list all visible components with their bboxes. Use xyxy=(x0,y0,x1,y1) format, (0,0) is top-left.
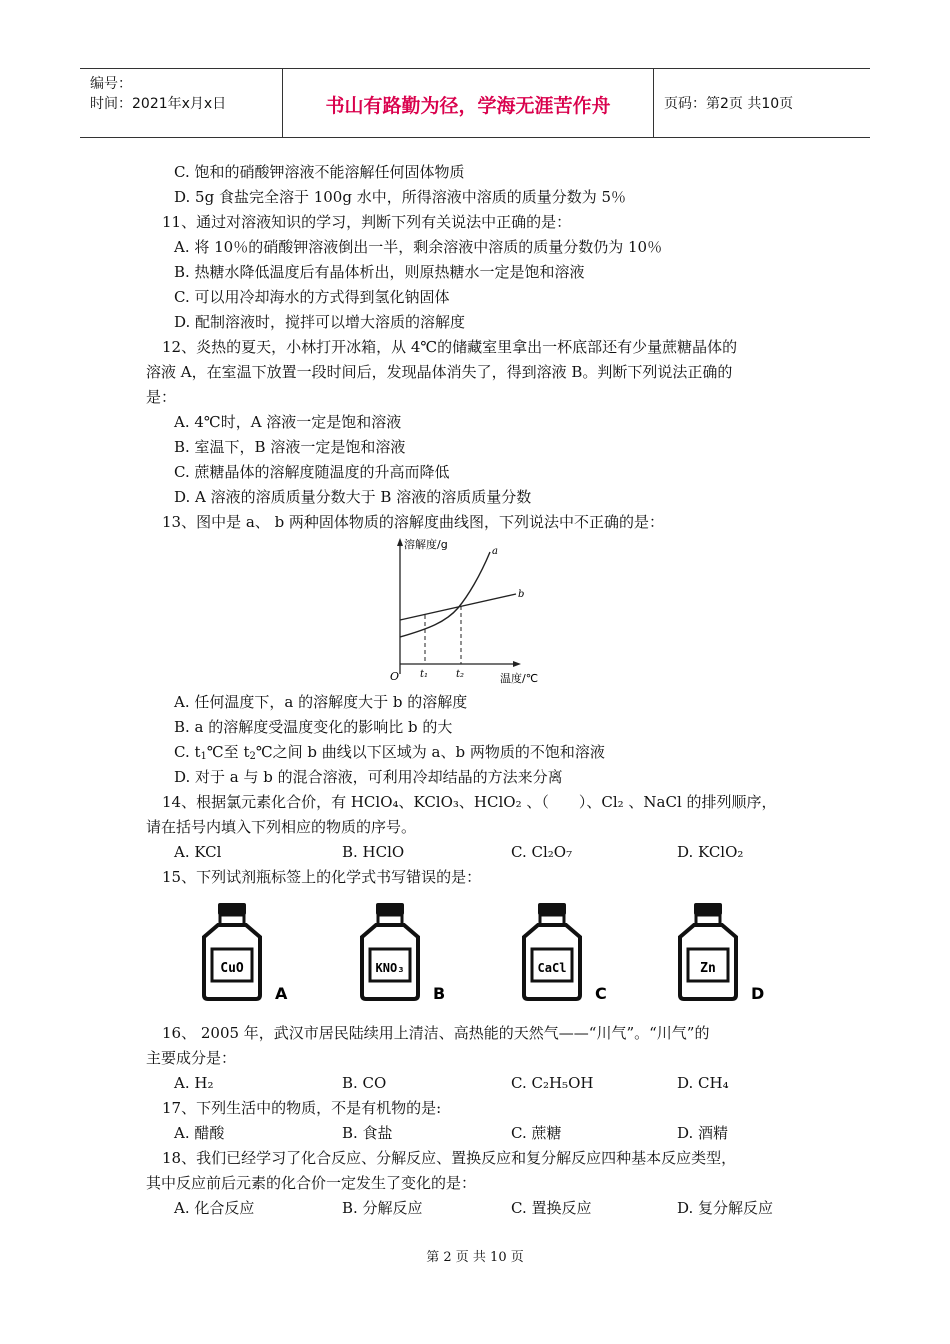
q14-option-c: C. Cl₂O₇ xyxy=(511,843,573,861)
q14-option-a: A. KCl xyxy=(174,843,222,861)
q14-stem-1: 14、根据氯元素化合价，有 HClO₄、KClO₃、HClO₂ 、（ ）、Cl₂ 、NaCl 的排列顺序， xyxy=(162,793,777,811)
q17-option-a: A. 醋酸 xyxy=(174,1124,225,1142)
header-meta xyxy=(80,69,280,137)
q10-option-d: D. 5g 食盐完全溶于 100g 水中，所得溶液中溶质的质量分数为 5％ xyxy=(174,188,627,206)
bottle-b-formula: KNO₃ xyxy=(375,961,405,975)
curve-a xyxy=(400,552,490,637)
t2-label: t₂ xyxy=(456,669,465,680)
bottle-b xyxy=(362,903,445,1003)
y-axis-label: 溶解度/g xyxy=(404,538,448,551)
curve-b-label: b xyxy=(518,589,525,600)
q13-option-a: A. 任何温度下，a 的溶解度大于 b 的溶解度 xyxy=(174,693,468,711)
x-axis-arrow xyxy=(513,661,521,667)
q17-stem: 17、下列生活中的物质，不是有机物的是: xyxy=(162,1099,442,1117)
q14-option-d: D. KClO₂ xyxy=(677,843,744,861)
q16-option-c: C. C₂H₅OH xyxy=(511,1074,594,1092)
q18-option-b: B. 分解反应 xyxy=(342,1199,423,1217)
header-motto-cell xyxy=(282,69,654,137)
q16-option-d: D. CH₄ xyxy=(677,1074,729,1092)
q12-option-c: C. 蔗糖晶体的溶解度随温度的升高而降低 xyxy=(174,463,450,481)
origin-label: O xyxy=(390,670,400,683)
q13-stem: 13、图中是 a、 b 两种固体物质的溶解度曲线图，下列说法中不正确的是： xyxy=(162,513,664,531)
x-axis-label: 温度/℃ xyxy=(500,672,539,685)
bottle-d-letter: D xyxy=(751,984,765,1003)
q12-option-a: A. 4℃时，A 溶液一定是饱和溶液 xyxy=(174,413,402,431)
q13-option-c: C. $t_1℃$至 $t_2℃$之间 b 曲线以下区域为 a、b 两物质的不饱和溶液 xyxy=(174,743,605,762)
motto: 书山有路勤为径，学海无涯苦作舟 xyxy=(325,95,611,117)
bottle-c xyxy=(524,903,607,1003)
t1-label: t₁ xyxy=(420,669,429,680)
q12-option-b: B. 室温下，B 溶液一定是饱和溶液 xyxy=(174,438,406,456)
curve-b xyxy=(400,594,516,620)
q18-stem-1: 18、我们已经学习了化合反应、分解反应、置换反应和复分解反应四种基本反应类型， xyxy=(162,1149,737,1167)
q15-stem: 15、下列试剂瓶标签上的化学式书写错误的是： xyxy=(162,868,482,886)
date-label: 时间：2021年x月x日 xyxy=(90,96,227,112)
bottle-c-letter: C xyxy=(595,984,607,1003)
q16-stem-2: 主要成分是： xyxy=(146,1049,237,1067)
q11-option-c: C. 可以用冷却海水的方式得到氢化钠固体 xyxy=(174,288,450,306)
q10-option-c: C. 饱和的硝酸钾溶液不能溶解任何固体物质 xyxy=(174,163,465,181)
q18-stem-2: 其中反应前后元素的化合价一定发生了变化的是： xyxy=(146,1174,477,1192)
q18-option-a: A. 化合反应 xyxy=(174,1199,255,1217)
q17-option-b: B. 食盐 xyxy=(342,1124,393,1142)
bottle-c-formula: CaCl xyxy=(537,961,567,975)
curve-a-label: a xyxy=(492,546,498,557)
bottle-b-letter: B xyxy=(433,984,446,1003)
q11-stem: 11、通过对溶液知识的学习，判断下列有关说法中正确的是： xyxy=(162,213,572,231)
q12-stem-3: 是： xyxy=(146,388,177,406)
bottle-d-formula: Zn xyxy=(700,961,716,976)
q18-option-c: C. 置换反应 xyxy=(511,1199,592,1217)
page-header xyxy=(80,68,870,138)
q12-stem-1: 12、炎热的夏天，小林打开冰箱，从 4℃的储藏室里拿出一杯底部还有少量蔗糖晶体的 xyxy=(162,338,738,356)
bottle-d xyxy=(680,903,764,1003)
q12-option-d: D. A 溶液的溶质质量分数大于 B 溶液的溶质质量分数 xyxy=(174,488,532,506)
q18-option-d: D. 复分解反应 xyxy=(677,1199,774,1217)
solubility-graph xyxy=(388,534,558,686)
q16-option-a: A. H₂ xyxy=(174,1074,214,1092)
bottle-a-letter: A xyxy=(275,984,288,1003)
q17-option-c: C. 蔗糖 xyxy=(511,1124,562,1142)
q14-stem-2: 请在括号内填入下列相应的物质的序号。 xyxy=(146,818,417,836)
bottle-a xyxy=(204,903,288,1003)
q17-option-d: D. 酒精 xyxy=(677,1124,729,1142)
bottle-a-formula: CuO xyxy=(220,961,244,976)
code-label: 编号： xyxy=(90,76,132,92)
q16-option-b: B. CO xyxy=(342,1074,387,1092)
q11-option-a: A. 将 10％的硝酸钾溶液倒出一半，剩余溶液中溶质的质量分数仍为 10％ xyxy=(174,238,663,256)
q14-option-b: B. HClO xyxy=(342,843,405,861)
y-axis-arrow xyxy=(397,538,403,546)
reagent-bottles xyxy=(170,895,790,1013)
q12-stem-2: 溶液 A，在室温下放置一段时间后，发现晶体消失了，得到溶液 B。判断下列说法正确的 xyxy=(146,363,733,381)
page-footer: 第 2 页 共 10 页 xyxy=(426,1250,524,1265)
q13-option-b: B. a 的溶解度受温度变化的影响比 b 的大 xyxy=(174,718,453,736)
q11-option-b: B. 热糖水降低温度后有晶体析出，则原热糖水一定是饱和溶液 xyxy=(174,263,585,281)
page-label: 页码：第2页 共10页 xyxy=(664,96,794,112)
q11-option-d: D. 配制溶液时，搅拌可以增大溶质的溶解度 xyxy=(174,313,466,331)
q13-option-d: D. 对于 a 与 b 的混合溶液，可利用冷却结晶的方法来分离 xyxy=(174,768,563,786)
q16-stem-1: 16、 2005 年，武汉市居民陆续用上清洁、高热能的天然气——“川气”。“川气”的 xyxy=(162,1024,710,1042)
header-page-cell xyxy=(654,69,870,137)
